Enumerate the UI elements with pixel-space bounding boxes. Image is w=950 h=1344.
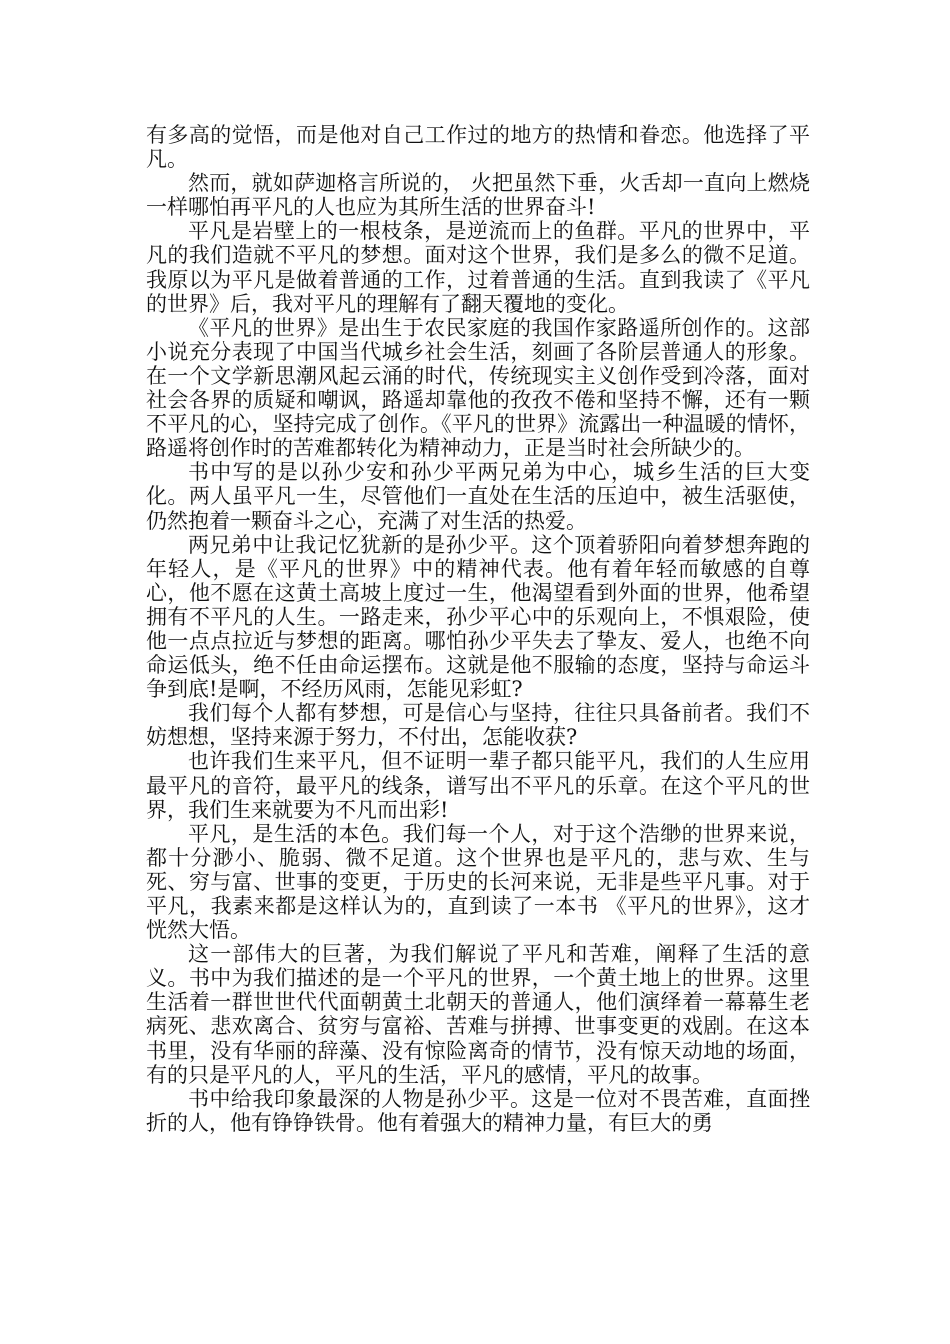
paragraph: 有多高的觉悟，而是他对自己工作过的地方的热情和眷恋。他选择了平凡。	[146, 123, 810, 172]
paragraph: 然而，就如萨迦格言所说的， 火把虽然下垂，火舌却一直向上燃烧 一样哪怕再平凡的人也应为其所生活的世界奋斗!	[146, 171, 817, 220]
paragraph: 我们每个人都有梦想，可是信心与坚持，往往只具备前者。我们不妨想想，坚持来源于努力，不付出，怎能收获?	[146, 701, 810, 750]
paragraph: 书中写的是以孙少安和孙少平两兄弟为中心，城乡生活的巨大变化。两人虽平凡一生，尽管他们一直处在生活的压迫中，被生活驱使，仍然抱着一颗奋斗之心，充满了对生活的热爱。	[146, 460, 810, 533]
paragraph: 也许我们生来平凡，但不证明一辈子都只能平凡，我们的人生应用最平凡的音符，最平凡的线条，谱写出不平凡的乐章。在这个平凡的世界，我们生来就要为不凡而出彩!	[146, 749, 810, 822]
document-body	[146, 123, 817, 1135]
paragraph: 平凡是岩壁上的一根枝条，是逆流而上的鱼群。平凡的世界中，平凡的我们造就不平凡的梦想。面对这个世界，我们是多么的微不足道。我原以为平凡是做着普通的工作，过着普通的生活。直到我读了《平凡的世界》后，我对平凡的理解有了翻天覆地的变化。	[146, 219, 810, 316]
paragraph: 书中给我印象最深的人物是孙少平。这是一位对不畏苦难，直面挫折的人，他有铮铮铁骨。他有着强大的精神力量，有巨大的勇	[146, 1086, 810, 1135]
paragraph: 两兄弟中让我记忆犹新的是孙少平。这个顶着骄阳向着梦想奔跑的年轻人，是《平凡的世界》中的精神代表。他有着年轻而敏感的自尊心，他不愿在这黄土高坡上度过一生，他渴望看到外面的世界，他希望拥有不平凡的人生。一路走来，孙少平心中的乐观向上，不惧艰险，使他一点点拉近与梦想的距离。哪怕孙少平失去了挚友、爱人，也绝不向命运低头，绝不任由命运摆布。这就是他不服输的态度，坚持与命运斗争到底!是啊，不经历风雨，怎能见彩虹?	[146, 532, 810, 702]
paragraph: 这一部伟大的巨著，为我们解说了平凡和苦难，阐释了生活的意义。书中为我们描述的是一个平凡的世界，一个黄土地上的世界。这里生活着一群世世代代面朝黄土北朝天的普通人，他们演绎着一幕幕生老病死、悲欢离合、贫穷与富裕、苦难与拼搏、世事变更的戏剧。在这本书里，没有华丽的辞藻、没有惊险离奇的情节，没有惊天动地的场面，有的只是平凡的人，平凡的生活，平凡的感情，平凡的故事。	[146, 942, 810, 1087]
paragraph: 平凡，是生活的本色。我们每一个人，对于这个浩缈的世界来说，都十分渺小、脆弱、微不足道。这个世界也是平凡的，悲与欢、生与死、穷与富、世事的变更，于历史的长河来说，无非是些平凡事。对于平凡，我素来都是这样认为的，直到读了一本书 《平凡的世界》，这才恍然大悟。	[146, 821, 810, 943]
paragraph: 《平凡的世界》是出生于农民家庭的我国作家路遥所创作的。这部小说充分表现了中国当代城乡社会生活，刻画了各阶层普通人的形象。在一个文学新思潮风起云涌的时代，传统现实主义创作受到冷落，面对社会各界的质疑和嘲讽，路遥却靠他的孜孜不倦和坚持不懈，还有一颗不平凡的心，坚持完成了创作。《平凡的世界》流露出一种温暖的情怀，路遥将创作时的苦难都转化为精神动力，正是当时社会所缺少的。	[146, 315, 810, 461]
